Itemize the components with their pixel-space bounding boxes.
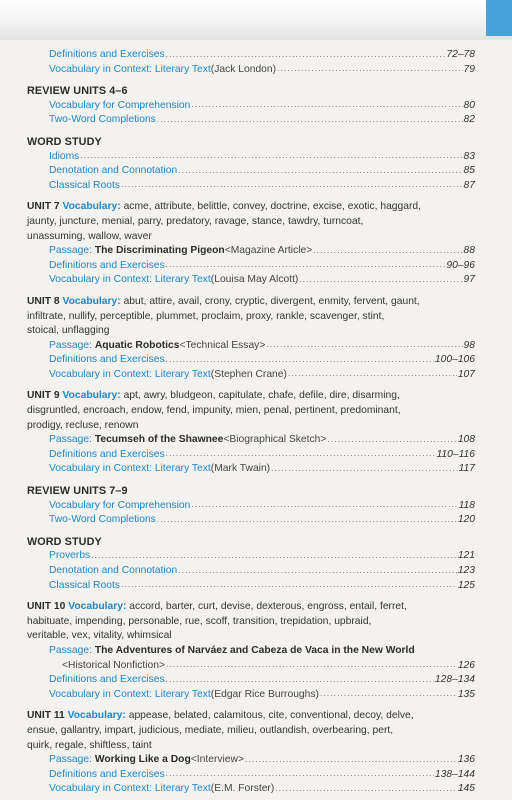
entry-label: Idioms: [49, 150, 80, 162]
dot-leader: [166, 674, 434, 686]
unit-number: UNIT 10: [27, 601, 66, 613]
page-number: 97: [463, 274, 475, 286]
passage-title: Tecumseh of the Shawnee: [94, 434, 224, 446]
toc-entry[interactable]: [27, 339, 475, 354]
toc-entry[interactable]: [27, 579, 475, 594]
passage-genre: <Interview>: [190, 754, 244, 766]
vocabulary-label: Vocabulary:: [62, 201, 121, 213]
dot-leader: [157, 114, 463, 126]
dot-leader: [91, 550, 457, 562]
page-number: 79: [463, 63, 475, 75]
page-number: 117: [458, 463, 475, 475]
entry-label: Definitions and Exercises: [49, 768, 165, 780]
passage-label: Passage:: [49, 434, 92, 446]
dot-leader: [320, 688, 457, 700]
unit-header: [27, 200, 475, 244]
entry-label: Vocabulary in Context: Literary Text: [49, 783, 211, 795]
page-number: 110–116: [436, 448, 475, 460]
toc-entry[interactable]: [27, 63, 475, 78]
toc-entry[interactable]: [27, 513, 475, 528]
entry-label: Two-Word Completions: [49, 514, 156, 526]
entry-note: (Edgar Rice Burroughs): [210, 688, 319, 700]
vocabulary-words-line: appease, belated, calamitous, cite, conventional, decoy, delve,: [128, 710, 414, 722]
vocabulary-words-line: disgruntled, encroach, endow, fend, impunity, mien, penal, pertinent, predominant,: [27, 405, 401, 417]
entry-label: Definitions and Exercises: [49, 448, 165, 460]
toc-section: [27, 200, 475, 288]
vocabulary-words-line: quirk, regale, shiftless, taint: [27, 739, 152, 751]
dot-leader: [178, 565, 457, 577]
vocabulary-words-line: unassuming, wallow, waver: [27, 230, 152, 242]
toc-section: [27, 48, 475, 77]
unit-header: [27, 295, 475, 339]
unit-number: UNIT 7: [27, 201, 60, 213]
toc-entry[interactable]: [27, 688, 475, 703]
dot-leader: [166, 354, 434, 366]
vocabulary-words-line: accord, barter, curt, devise, dexterous, engross, entail, ferret,: [129, 601, 407, 613]
toc-entry[interactable]: [27, 462, 475, 477]
dot-leader: [271, 463, 457, 475]
passage-label: Passage:: [49, 339, 92, 351]
toc-entry[interactable]: [27, 499, 475, 514]
dot-leader: [166, 49, 446, 61]
entry-label: Vocabulary for Comprehension: [49, 499, 191, 511]
unit-header: [27, 389, 475, 433]
toc-entry[interactable]: [27, 659, 475, 674]
page-number: 100–106: [434, 354, 475, 366]
passage-label: Passage:: [49, 754, 92, 766]
toc-entry[interactable]: [27, 353, 475, 368]
toc-entry[interactable]: [27, 179, 475, 194]
toc-entry[interactable]: [27, 164, 475, 179]
vocabulary-label: Vocabulary:: [68, 601, 127, 613]
entry-note: (Louisa May Alcott): [210, 274, 299, 286]
toc-section: [27, 135, 475, 193]
page-number: 90–96: [446, 259, 475, 271]
vocabulary-words-line: stoical, unflagging: [27, 325, 110, 337]
entry-label: Definitions and Exercises: [49, 49, 165, 60]
dot-leader: [327, 434, 456, 446]
entry-label: Vocabulary in Context: Literary Text: [49, 688, 211, 700]
toc-entry[interactable]: [27, 244, 475, 259]
dot-leader: [121, 179, 463, 191]
dot-leader: [121, 579, 457, 591]
vocabulary-label: Vocabulary:: [62, 295, 121, 307]
toc-section: [27, 84, 475, 128]
dot-leader: [266, 339, 462, 351]
passage-title: Working Like a Dog: [94, 754, 191, 766]
page-number: 107: [457, 368, 475, 380]
toc-entry[interactable]: [27, 113, 475, 128]
entry-label: Vocabulary in Context: Literary Text: [49, 63, 211, 75]
toc-entry[interactable]: [27, 150, 475, 165]
entry-label: Definitions and Exercises: [49, 259, 165, 271]
page-number: 98: [463, 339, 475, 351]
dot-leader: [313, 245, 462, 257]
passage-title: The Adventures of Narváez and Cabeza de Vaca in the New World: [94, 644, 415, 656]
toc-section: [27, 535, 475, 593]
unit-header: [27, 600, 475, 644]
passage-entry[interactable]: [27, 644, 475, 659]
dot-leader: [166, 259, 446, 271]
entry-label: Vocabulary in Context: Literary Text: [49, 368, 211, 380]
entry-label: Proverbs: [49, 550, 91, 562]
page-number: 120: [457, 514, 475, 526]
unit-number: UNIT 8: [27, 295, 60, 307]
entry-note: (Stephen Crane): [210, 368, 287, 380]
entry-note: (Mark Twain): [210, 463, 271, 475]
page-number: 85: [463, 165, 475, 177]
page-number: 135: [457, 688, 475, 700]
page-number: 128–134: [434, 674, 475, 686]
passage-genre: <Magazine Article>: [224, 245, 313, 257]
passage-title: The Discriminating Pigeon: [94, 245, 225, 257]
toc-entry[interactable]: [27, 99, 475, 114]
page-number: 136: [457, 754, 475, 766]
vocabulary-words-line: acme, attribute, belittle, convey, doctrine, excise, exotic, haggard,: [123, 201, 421, 213]
blue-corner-tab: [486, 0, 512, 36]
page-number: 80: [463, 99, 475, 111]
entry-label: Definitions and Exercises: [49, 674, 165, 686]
entry-label: Two-Word Completions: [49, 114, 156, 126]
page-number: 123: [457, 565, 475, 576]
dot-leader: [157, 514, 457, 526]
toc-entry[interactable]: [27, 782, 475, 797]
entry-label: Definitions and Exercises: [49, 354, 165, 366]
dot-leader: [166, 768, 434, 780]
vocabulary-words-line: abut, attire, avail, crony, cryptic, divergent, enmity, fervent, gaunt,: [123, 295, 420, 307]
entry-label: Vocabulary for Comprehension: [49, 99, 191, 111]
toc-entry[interactable]: [27, 48, 475, 63]
toc-entry[interactable]: [27, 433, 475, 448]
unit-header: [27, 709, 475, 753]
entry-label: Vocabulary in Context: Literary Text: [49, 274, 211, 286]
vocabulary-words-line: apt, awry, bludgeon, capitulate, chafe, defile, dire, disarming,: [123, 390, 400, 402]
page-number: 88: [463, 245, 475, 257]
page-top-band: [0, 0, 512, 40]
entry-label: Classical Roots: [49, 179, 120, 191]
dot-leader: [191, 499, 457, 511]
section-heading: REVIEW UNITS 4–6: [27, 85, 128, 98]
toc-entry[interactable]: [27, 448, 475, 463]
dot-leader: [277, 63, 462, 75]
entry-label: Denotation and Connotation: [49, 565, 178, 576]
page-number: 121: [457, 550, 475, 562]
dot-leader: [166, 659, 457, 671]
toc-entry[interactable]: [27, 564, 475, 579]
toc-entry[interactable]: [27, 273, 475, 288]
vocabulary-label: Vocabulary:: [67, 710, 126, 722]
dot-leader: [166, 448, 436, 460]
vocabulary-words-line: jaunty, juncture, menial, parry, predatory, ravage, stance, tawdry, turncoat,: [27, 215, 364, 227]
vocabulary-words-line: habituate, impending, personable, rue, scoff, transition, trepidation, upbraid,: [27, 615, 372, 627]
dot-leader: [245, 754, 457, 766]
dot-leader: [288, 368, 457, 380]
page-number: 138–144: [434, 768, 475, 780]
unit-number: UNIT 11: [27, 710, 65, 722]
page-number: 118: [458, 499, 475, 511]
entry-label: Vocabulary in Context: Literary Text: [49, 463, 211, 475]
section-heading: WORD STUDY: [27, 135, 102, 148]
dot-leader: [275, 783, 457, 795]
vocabulary-words-line: veritable, vex, vitality, whimsical: [27, 630, 172, 642]
dot-leader: [191, 99, 462, 111]
toc-entry[interactable]: [27, 549, 475, 564]
passage-title: Aquatic Robotics: [94, 339, 180, 351]
entry-label: Denotation and Connotation: [49, 165, 178, 177]
page-number: 83: [463, 150, 475, 162]
unit-number: UNIT 9: [27, 390, 60, 402]
toc-section: [27, 484, 475, 528]
page-number: 87: [463, 179, 475, 191]
toc-section: [27, 709, 475, 797]
vocabulary-words-line: ensue, gallantry, impart, judicious, mediate, milieu, outlandish, overbearing, pert,: [27, 724, 394, 736]
entry-note: (Jack London): [210, 63, 277, 75]
toc-section: [27, 600, 475, 702]
page-number: 72–78: [446, 49, 475, 60]
toc-entry[interactable]: [27, 368, 475, 383]
vocabulary-words-line: infiltrate, nullify, perceptible, plummet, proclaim, proxy, rankle, scavenger, stint,: [27, 310, 385, 322]
toc-section: [27, 389, 475, 477]
vocabulary-words-line: prodigy, recluse, renown: [27, 419, 139, 431]
toc-entry[interactable]: [27, 673, 475, 688]
toc-entry[interactable]: [27, 259, 475, 274]
section-heading: REVIEW UNITS 7–9: [27, 485, 128, 498]
entry-label: Classical Roots: [49, 579, 120, 591]
page-number: 125: [457, 579, 475, 591]
section-heading: WORD STUDY: [27, 535, 102, 548]
entry-note: (E.M. Forster): [210, 783, 275, 795]
page-number: 126: [457, 659, 475, 671]
dot-leader: [80, 150, 462, 162]
table-of-contents: [27, 48, 475, 800]
dot-leader: [178, 165, 462, 177]
passage-genre: <Technical Essay>: [179, 339, 266, 351]
toc-entry[interactable]: [27, 768, 475, 783]
page-number: 82: [463, 114, 475, 126]
page-number: 145: [457, 783, 475, 795]
passage-genre: <Historical Nonfiction>: [62, 659, 166, 671]
page-number: 108: [457, 434, 475, 446]
passage-genre: <Biographical Sketch>: [223, 434, 327, 446]
vocabulary-label: Vocabulary:: [62, 390, 121, 402]
passage-label: Passage:: [49, 245, 92, 257]
toc-entry[interactable]: [27, 753, 475, 768]
passage-label: Passage:: [49, 644, 92, 656]
dot-leader: [299, 274, 462, 286]
toc-section: [27, 295, 475, 383]
